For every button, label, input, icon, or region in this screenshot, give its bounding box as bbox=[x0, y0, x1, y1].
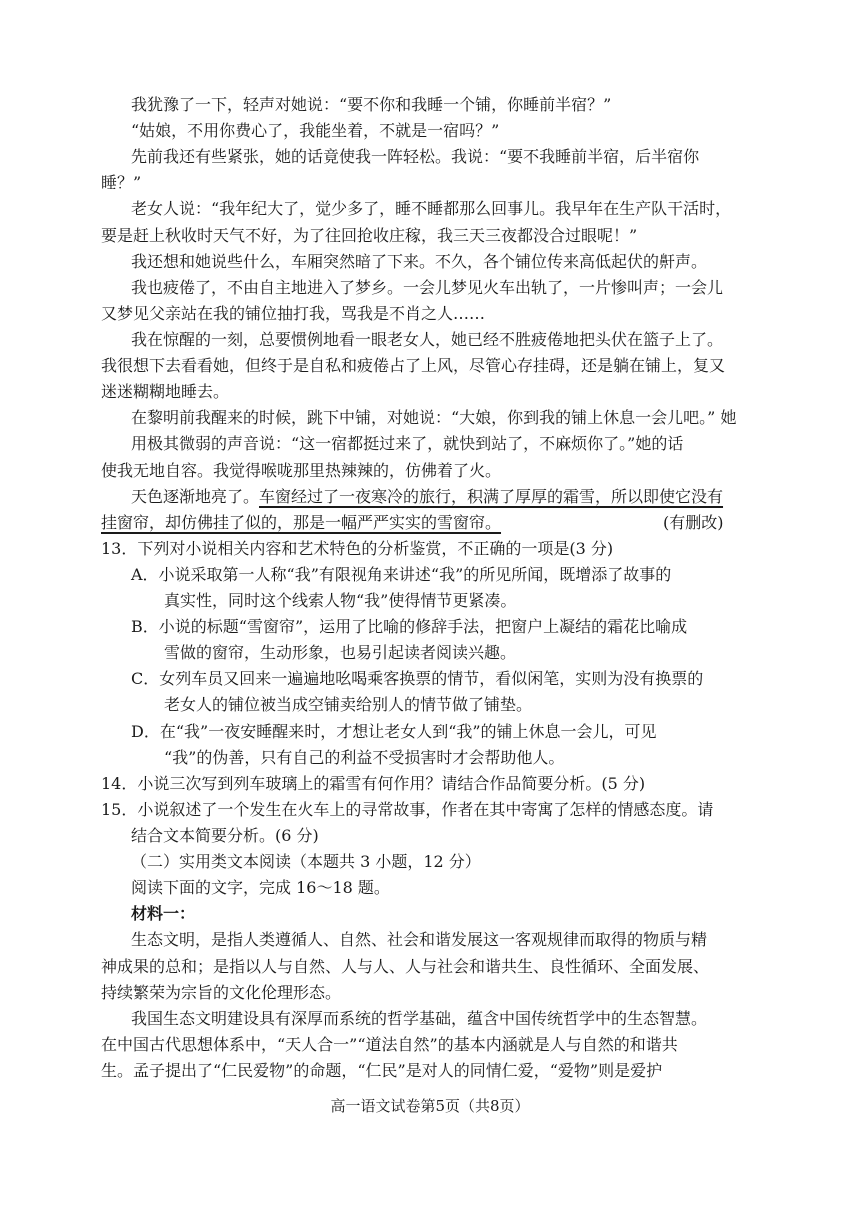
passage-line-16-text: 天色逐渐地亮了。 bbox=[131, 486, 260, 506]
passage-line-4: 睡？” bbox=[101, 173, 142, 193]
q13-option-c-line1: C．女列车员又回来一遍遍地吆喝乘客换票的情节，看似闲笔，实则为没有换票的 bbox=[131, 669, 704, 689]
material-line-6: 生。孟子提出了“仁民爱物”的命题，“仁民”是对人的同情仁爱，“爱物”则是爱护 bbox=[101, 1061, 663, 1080]
passage-line-8: 我也疲倦了，不由自主地进入了梦乡。一会儿梦见火车出轨了，一片惨叫声；一会儿 bbox=[131, 277, 724, 297]
passage-line-13: 在黎明前我醒来的时候，跳下中铺，对她说：“大娘，你到我的铺上休息一会儿吧。” 她 bbox=[131, 408, 737, 428]
page-footer: 高一语文试卷第5页（共8页） bbox=[330, 1097, 530, 1115]
q13-option-d-line1: D．在“我”一夜安睡醒来时，才想让老女人到“我”的铺上休息一会儿，可见 bbox=[131, 721, 657, 741]
passage-line-15: 使我无地自容。我觉得喉咙那里热辣辣的，仿佛着了火。 bbox=[101, 460, 502, 480]
q13-option-a-line1: A．小说采取第一人称“我”有限视角来讲述“我”的所见所闻，既增添了故事的 bbox=[131, 564, 672, 584]
section2-instruction: 阅读下面的文字，完成 16～18 题。 bbox=[131, 878, 390, 898]
passage-line-2: “姑娘，不用你费心了，我能坐着，不就是一宿吗？” bbox=[131, 121, 500, 141]
q13-option-a-line2: 真实性，同时这个线索人物“我”使得情节更紧凑。 bbox=[164, 591, 517, 611]
material-line-4: 我国生态文明建设具有深厚而系统的哲学基础，蕴含中国传统哲学中的生态智慧。 bbox=[131, 1008, 708, 1028]
underlined-sentence-start: 车窗经过了一夜寒冷的旅行，积满了厚厚的霜雪，所以即使它没有 bbox=[259, 486, 724, 506]
passage-line-1: 我犹豫了一下，轻声对她说：“要不你和我睡一个铺，你睡前半宿？” bbox=[131, 95, 612, 114]
q13-option-c-line2: 老女人的铺位被当成空铺卖给别人的情节做了铺垫。 bbox=[164, 695, 533, 715]
passage-line-3: 先前我还有些紧张，她的话竟使我一阵轻松。我说：“要不我睡前半宿，后半宿你 bbox=[131, 147, 700, 167]
passage-line-17 bbox=[101, 512, 501, 534]
material-line-5: 在中国古代思想体系中，“天人合一”“道法自然”的基本内涵就是人与自然的和谐共 bbox=[101, 1034, 678, 1054]
material-line-1: 生态文明，是指人类遵循人、自然、社会和谐发展这一客观规律而取得的物质与精 bbox=[131, 930, 708, 950]
source-note: (有删改) bbox=[663, 512, 724, 532]
passage-line-9: 又梦见父亲站在我的铺位抽打我，骂我是不肖之人…… bbox=[101, 303, 486, 323]
passage-line-12: 迷迷糊糊地睡去。 bbox=[101, 382, 230, 402]
passage-line-10: 我在惊醒的一刻，总要惯例地看一眼老女人，她已经不胜疲倦地把头伏在篮子上了。 bbox=[131, 329, 724, 349]
q14: 14．小说三次写到列车玻璃上的霜雪有何作用？请结合作品简要分析。(5 分) bbox=[101, 773, 646, 793]
section2-heading: （二）实用类文本阅读（本题共 3 小题，12 分） bbox=[131, 852, 481, 872]
passage-line-6: 要是赶上秋收时天气不好，为了往回抢收庄稼，我三天三夜都没合过眼呢！” bbox=[101, 225, 638, 245]
passage-line-7: 我还想和她说些什么，车厢突然暗了下来。不久，各个铺位传来高低起伏的鼾声。 bbox=[131, 251, 708, 271]
passage-line-5: 老女人说：“我年纪大了，觉少多了，睡不睡都那么回事儿。我早年在生产队干活时， bbox=[131, 199, 732, 219]
underlined-sentence-end: 挂窗帘，却仿佛挂了似的，那是一幅严严实实的雪窗帘。 bbox=[101, 512, 502, 532]
q13-option-b-line2: 雪做的窗帘，生动形象，也易引起读者阅读兴趣。 bbox=[164, 643, 517, 663]
q13-stem: 13．下列对小说相关内容和艺术特色的分析鉴赏，不正确的一项是(3 分) bbox=[101, 538, 614, 558]
material-line-2: 神成果的总和；是指以人与自然、人与人、人与社会和谐共生、良性循环、全面发展、 bbox=[101, 956, 710, 976]
material-line-3: 持续繁荣为宗旨的文化伦理形态。 bbox=[101, 982, 342, 1002]
q13-option-d-line2: “我”的伪善，只有自己的利益不受损害时才会帮助他人。 bbox=[164, 747, 565, 767]
material-one-label: 材料一： bbox=[131, 904, 196, 924]
passage-line-16 bbox=[131, 486, 723, 508]
q15-line1: 15．小说叙述了一个发生在火车上的寻常故事，作者在其中寄寓了怎样的情感态度。请 bbox=[101, 799, 714, 819]
passage-line-14: 用极其微弱的声音说：“这一宿都挺过来了，就快到站了，不麻烦你了。”她的话 bbox=[131, 434, 684, 454]
q13-option-b-line1: B．小说的标题“雪窗帘”，运用了比喻的修辞手法，把窗户上凝结的霜花比喻成 bbox=[131, 617, 688, 637]
passage-line-11: 我很想下去看看她，但终于是自私和疲倦占了上风，尽管心存挂碍，还是躺在铺上，复又 bbox=[101, 356, 726, 376]
q15-line2: 结合文本简要分析。(6 分) bbox=[131, 826, 319, 846]
